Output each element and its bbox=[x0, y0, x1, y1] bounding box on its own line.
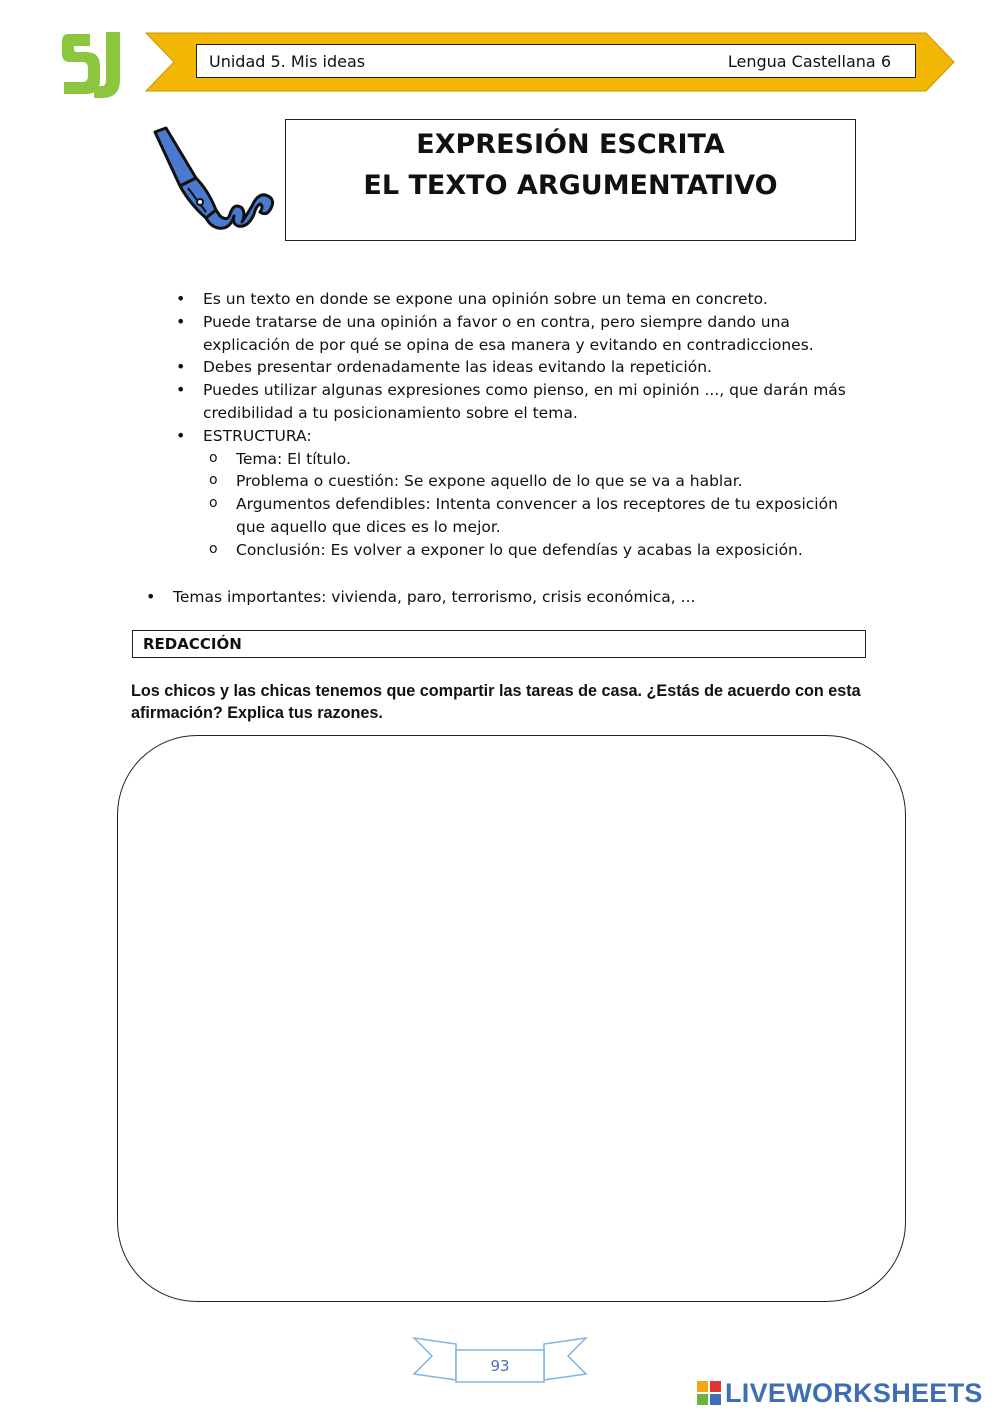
structure-item: o Argumentos defendibles: Intenta convencer a los receptores de tu exposición que aquello que dices es lo mejor. bbox=[209, 493, 866, 539]
structure-sub-list bbox=[209, 448, 866, 562]
answer-text-area[interactable] bbox=[117, 735, 906, 1302]
fountain-pen-icon bbox=[150, 126, 280, 232]
header-bar bbox=[196, 44, 916, 78]
list-item: • ESTRUCTURA: bbox=[176, 425, 866, 448]
subject-label: Lengua Castellana 6 bbox=[727, 51, 891, 71]
writing-prompt: Los chicos y las chicas tenemos que compartir las tareas de casa. ¿Estás de acuerdo con esta afirmación? Explica tus razones. bbox=[131, 682, 861, 722]
liveworksheets-brand: LIVEWORKSHEETS bbox=[725, 1377, 983, 1408]
title-line-2: EL TEXTO ARGUMENTATIVO bbox=[363, 170, 778, 201]
unit-label: Unidad 5. Mis ideas bbox=[209, 51, 366, 71]
info-bullet-list bbox=[176, 288, 866, 562]
structure-item: o Tema: El título. bbox=[209, 448, 866, 471]
list-item: • Puede tratarse de una opinión a favor o en contra, pero siempre dando una explicación de por qué se opina de esa manera y evitando en contradicciones. bbox=[176, 311, 866, 357]
liveworksheets-icon bbox=[697, 1381, 721, 1405]
topics-bullet bbox=[146, 586, 866, 609]
page-number: 93 bbox=[490, 1357, 510, 1375]
list-item: • Es un texto en donde se expone una opinión sobre un tema en concreto. bbox=[176, 288, 866, 311]
title-line-1: EXPRESIÓN ESCRITA bbox=[416, 129, 725, 160]
structure-item: o Conclusión: Es volver a exponer lo que defendías y acabas la exposición. bbox=[209, 539, 866, 562]
title-box bbox=[285, 119, 856, 241]
list-item: • Temas importantes: vivienda, paro, terrorismo, crisis económica, ... bbox=[146, 586, 866, 609]
liveworksheets-logo bbox=[697, 1376, 997, 1410]
sj-logo bbox=[60, 28, 128, 100]
list-item: • Puedes utilizar algunas expresiones como pienso, en mi opinión ..., que darán más credibilidad a tu posicionamiento sobre el tema. bbox=[176, 379, 866, 425]
list-item: • Debes presentar ordenadamente las ideas evitando la repetición. bbox=[176, 356, 866, 379]
structure-item: o Problema o cuestión: Se expone aquello de lo que se va a hablar. bbox=[209, 470, 866, 493]
redaccion-heading: REDACCIÓN bbox=[132, 630, 866, 658]
